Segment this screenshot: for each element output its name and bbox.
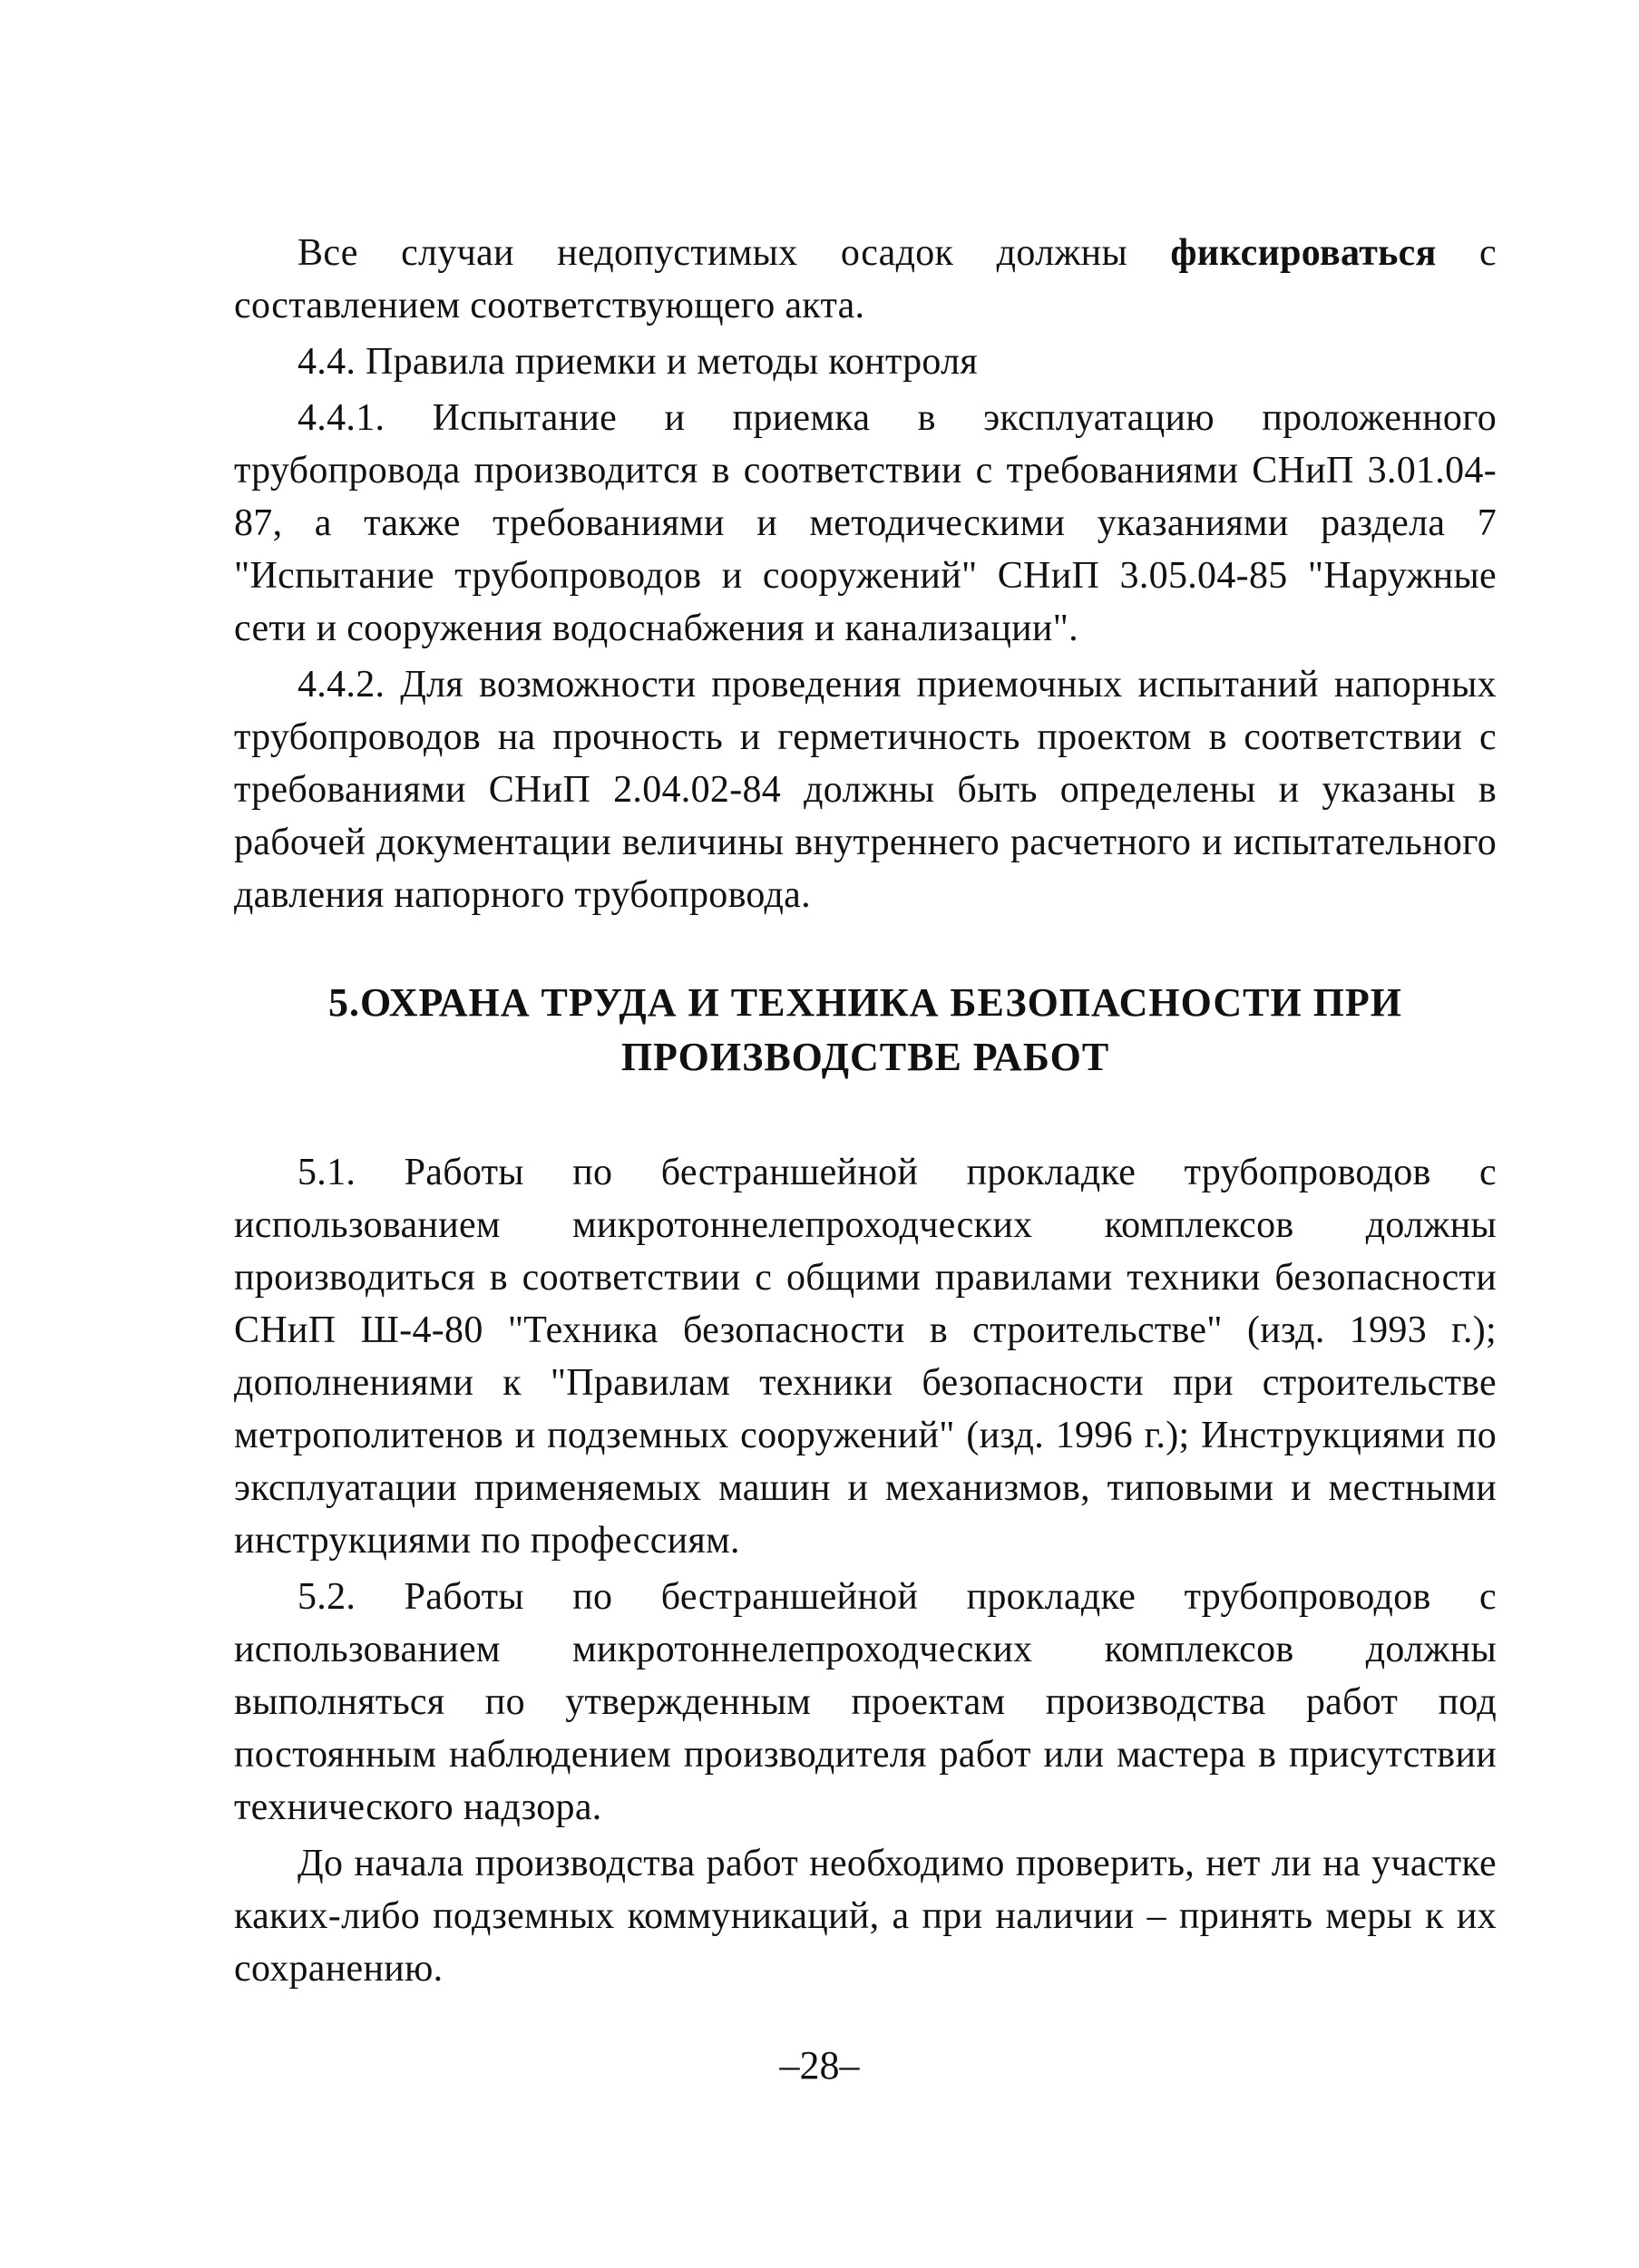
paragraph-5-2: 5.2. Работы по бестраншейной прокладке трубопроводов с использованием микротоннелепроходческих комплексов должны выполняться по утвержденным проектам производства работ под постоянным наблюдением производителя работ или мастера в присутствии технического надзора.: [234, 1576, 1497, 1828]
paragraph-5-1: 5.1. Работы по бестраншейной прокладке трубопроводов с использованием микротоннелепроходческих комплексов должны производиться в соответствии с общими правилами техники безопасности СНиП Ш-4-80 "Техника безопасности в строительстве" (изд. 1993 г.); дополнениями к "Правилам техники безопасности при строительстве метрополитенов и подземных сооружений" (изд. 1996 г.); Инструкциями по эксплуатации применяемых машин и механизмов, типовыми и местными инструкциями по профессиям.: [234, 1152, 1497, 1562]
document-page: [234, 227, 1497, 1999]
paragraph-intro-bold-word: фиксироваться: [1170, 232, 1437, 274]
section-4-4-title: 4.4. Правила приемки и методы контроля: [298, 341, 979, 383]
section-5-heading-line-2: ПРОИЗВОДСТВЕ РАБОТ: [620, 1035, 1110, 1079]
paragraph-4-4-2: 4.4.2. Для возможности проведения приемочных испытаний напорных трубопроводов на прочность и герметичность проектом в соответствии с требованиями СНиП 2.04.02-84 должны быть определены и указаны в рабочей документации величины внутреннего расчетного и испытательного давления напорного трубопровода.: [234, 664, 1497, 916]
paragraph-intro-text-2: с составлением соответствующего акта.: [234, 232, 1497, 326]
paragraph-4-4-1: 4.4.1. Испытание и приемка в эксплуатацию проложенного трубопровода производится в соответствии с требованиями СНиП 3.01.04-87, а также требованиями и методическими указаниями раздела 7 "Испытание трубопроводов и сооружений" СНиП 3.05.04-85 "Наружные сети и сооружения водоснабжения и канализации".: [234, 397, 1497, 649]
paragraph-intro-text-1: Все случаи недопустимых осадок должны: [298, 232, 1171, 274]
page-number: –28–: [779, 2043, 860, 2088]
paragraph-intro: [234, 227, 1497, 332]
section-5-heading: [234, 976, 1497, 1085]
paragraph-final: До начала производства работ необходимо проверить, нет ли на участке каких-либо подземных коммуникаций, а при наличии – принять меры к их сохранению.: [234, 1843, 1497, 1990]
section-5-heading-line-1: 5.ОХРАНА ТРУДА И ТЕХНИКА БЕЗОПАСНОСТИ ПРИ: [327, 980, 1403, 1025]
